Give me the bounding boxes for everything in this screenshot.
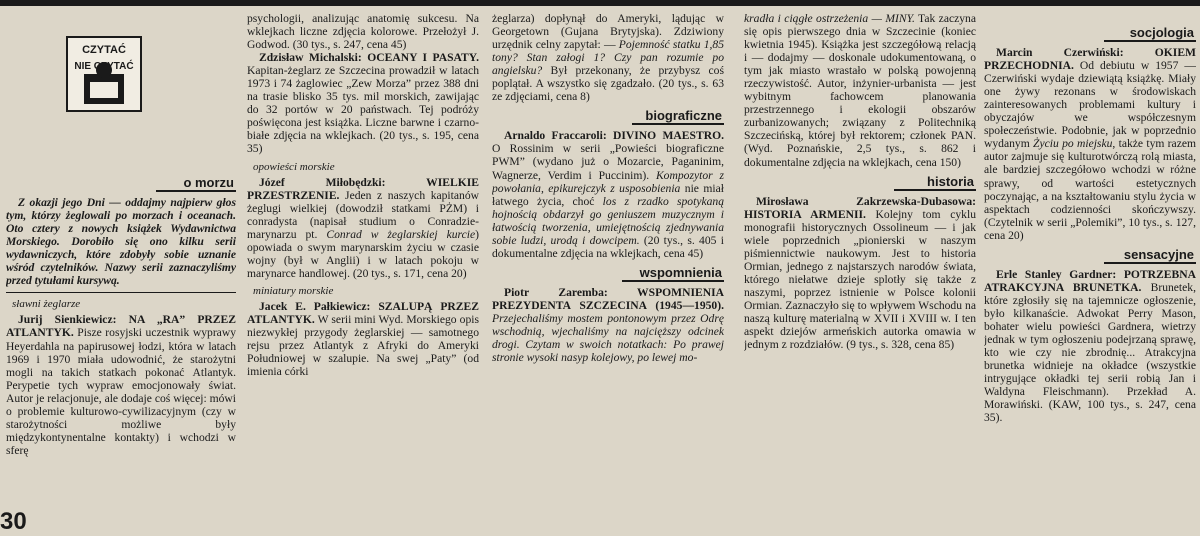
page-number: 30	[0, 508, 27, 535]
column-3	[492, 12, 724, 520]
review-author-title: Józef Miłobędzki: WIELKIE PRZESTRZENIE.	[247, 175, 479, 202]
section-heading-sensacyjne: sensacyjne	[1104, 248, 1196, 264]
section-heading-wspomnienia: wspomnienia	[622, 266, 724, 282]
review-text-italic: kradła i ciągłe ostrzeżenia — MINY.	[744, 12, 915, 25]
review-entry	[492, 286, 724, 364]
review-text: Pisze rosyjski uczestnik wyprawy Heyerdahla na papirusowej łodzi, która w latach 1969 i 1970 miała udowodnić, że starożytni mogli na takich statkach pokonać Atlantyk. Perypetie tych wypraw emocjonowały świat. Autor je relacjonuje, ale dodaje coś więcej: mówi o problemie kulturowo-cywilizacyjnym (czy w starożytności możliwe były międzykontynentalne kontakty) i wchodzi w sferę	[6, 326, 236, 457]
review-text-italic: los z rzadko spotykaną hojnością obdarzył go geniuszem muzycznym i łatwością tworzenia, umiejętnością zjednywania sobie ludzi, urodą i dowcipem.	[492, 194, 724, 247]
section-heading-biograficzne: biograficzne	[632, 109, 724, 125]
review-author-title: Arnaldo Fraccaroli: DIVINO MAESTRO.	[504, 129, 724, 143]
review-continuation: psychologii, analizując anatomię sukcesu. Na wklejkach liczne zdjęcia kolorowe. Przełożył J. Godwod. (30 tys., s. 247, cena 45)	[247, 12, 479, 52]
review-text: Jeden z naszych kapitanów żeglugi wielkiej (dowodził statkami PŻM) i conradysta (napisał studium o Conradzie-marynarzu pt.	[247, 188, 479, 241]
review-text: Brunetek, które zgłosiły się na tajemnicze ogłoszenie, było kilkanaście. Adwokat Perry Mason, bohater wielu powieści Gardnera, wietrzy jednak w tym ogłoszeniu podejrzaną sprawę, kto wie czy nie zbrodnię... Atrakcyjna brunetka widnieje na okładce (wszystkie intrygujące okładki tej serii robią Jan i Waldyna Fleischmann). Przekład A. Morawiński. (KAW, 100 tys., s. 247, cena 35).	[984, 280, 1196, 425]
section-heading-socjologia: socjologia	[1104, 26, 1196, 42]
review-text-italic: Conrad w żeglarskiej kurcie	[326, 227, 476, 241]
czytac-logo	[66, 36, 142, 112]
review-text: Od debiutu w 1957 — Czerwiński wydaje dziewiątą książkę. Miały one żywy rezonans w środowiskach zainteresowanych problemami kultury i obyczajów we współczesnym społeczeństwie. Podobnie, jak w poprzednio wydanym	[984, 59, 1196, 151]
column-5	[984, 12, 1196, 520]
review-text: ) opowiada o swym marynarskim życiu w czasie wojny (był w Anglii) i w latach pokoju w marynarce handlowej. (20 tys., s. 171, cena 20)	[247, 227, 479, 280]
review-entry	[984, 46, 1196, 242]
review-continuation	[492, 12, 724, 103]
column-2	[247, 12, 479, 520]
review-entry	[744, 195, 976, 352]
review-entry	[492, 129, 724, 259]
review-author-title: Zdzisław Michalski: OCEANY I PASATY.	[259, 51, 479, 65]
review-text: (20 tys., s. 405 i dokumentalne zdjęcia na wklejkach, cena 45)	[492, 233, 724, 260]
review-entry	[247, 300, 479, 378]
intro-paragraph: Z okazji jego Dni — oddajmy najpierw głos tym, którzy żeglowali po morzach i oceanach. Oto cztery z nowych książek Wydawnictwa Morskiego. Dorobiło się ono kilku serii wydawniczych, które zdobyły sobie uznanie wśród czytelników. Nazwy serii zaznaczyliśmy przed tytułami kursywą.	[6, 196, 236, 288]
logo-line-1: CZYTAĆ	[82, 44, 126, 56]
column-1	[6, 12, 236, 520]
review-text-italic: Kompozytor z powołania, epikurejczyk z usposobienia	[492, 168, 724, 195]
review-author-title: Jurij Sienkiewicz: NA „RA” PRZEZ ATLANTYK.	[6, 313, 236, 340]
review-author-title: Erle Stanley Gardner: POTRZEBNA ATRAKCYJNA BRUNETKA.	[984, 267, 1196, 294]
review-text: W serii mini Wyd. Morskiego opis niezwykłej przygody żeglarskiej — samotnego rejsu przez Atlantyk z Afryki do Ameryki Południowej w szalupie. Na swej „Paty” (od imienia córki	[247, 313, 479, 379]
review-text: O Rossinim w serii „Powieści biograficzne PWM” (wydano już o Mozarcie, Paganinim, Wagnerze, Verdim i Puccinim).	[492, 142, 724, 182]
section-heading-o-morzu: o morzu	[156, 176, 236, 192]
series-label: miniatury morskie	[253, 284, 334, 297]
review-entry	[984, 268, 1196, 425]
review-author-title: Piotr Zaremba: WSPOMNIENIA PREZYDENTA SZCZECINA (1945—1950).	[492, 285, 724, 312]
review-text: nie miał łatwego życia, choć	[492, 181, 724, 208]
review-text-italic: Przejechaliśmy mostem pontonowym przez Odrę wschodnią, wjechaliśmy na najcięższy odcinek drogi. Czytam w swoich notatkach: Po prawej stronie wysoki nasyp kolejowy, po lewej mo-	[492, 311, 724, 365]
review-text: żeglarza) dopłynął do Ameryki, lądując w Georgetown (Gujana Brytyjska). Zdziwiony urzędnik celny zapytał: —	[492, 12, 724, 52]
review-text-italic: Pojemność statku 1,85 tony? Stan załogi 1? Czy pan rozumie po angielsku?	[492, 38, 724, 78]
review-text: Kolejny tom cyklu monografii historycznych Ossolineum — i jak wiele poprzednich „pionierski w naszym piśmiennictwie naukowym. Jest to historia Ormian, jednego z najstarszych narodów świata, którego niełatwe dzieje splotły się także z naszymi, poprzez istnienie w Polsce kolonii Ormian. Zaznaczyło się to wpływem Wschodu na naszą kulturę materialną w XVII i XVIII w. I ten aspekt dziejów armeńskich autorka omawia w jednym z rozdziałów. (9 tys., s. 328, cena 85)	[744, 207, 976, 352]
review-author-title: Mirosława Zakrzewska-Dubasowa: HISTORIA ARMENII.	[744, 194, 976, 221]
logo-line-2: NIE CZYTAĆ	[74, 61, 134, 72]
section-heading-historia: historia	[894, 175, 976, 191]
review-entry	[247, 51, 479, 155]
review-author-title: Marcin Czerwiński: OKIEM PRZECHODNIA.	[984, 46, 1196, 73]
divider	[6, 292, 236, 293]
review-text: , także tym razem autor zajmuje się kulturotwórczą rolą miasta, ale bardziej szczegółowo wchodzi w różne sprawy, od wartości estetycznych poczynając, a na kształtowaniu stylu życia w aspektach codzienności skończywszy. (Czytelnik w serii „Polemiki”, 10 tys., s. 127, cena 20)	[984, 137, 1196, 242]
top-rule	[0, 0, 1200, 6]
review-text: Kapitan-żeglarz ze Szczecina prowadził w latach 1973 i 74 żaglowiec „Zew Morza” przez 388 dni na trasie blisko 35 tys. mil morskich, zawijając do 32 portów w 20 państwach. Tej podróży poświęcona jest książka. Liczne barwne i czarno-białe zdjęcia na wklejkach. (20 tys., s. 195, cena 35)	[247, 64, 479, 156]
review-author-title: Jacek E. Pałkiewicz: SZALUPĄ PRZEZ ATLANTYK.	[247, 299, 479, 327]
review-text: Był przekonany, że przybysz coś poplątał. A wszystko się zgadzało. (20 tys., s. 63 ze zdjęciami, cena 8)	[492, 64, 724, 104]
review-text: Tak zaczyna się opis pierwszego dnia w Szczecinie (koniec kwietnia 1945). Książka jest szczegółową relacją i — dodajmy — doskonale udokumentowaną, o tym jak miasto wrastało w polską powojenną rzeczywistość. Autor, inżynier-urbanista — jest wybitnym fachowcem planowania przestrzennego i ekologii obszarów zurbanizowanych; związany z Politechniką Szczecińską, której był rektorem; członek PAN. (Wyd. Poznańskie, 2,5 tys., s. 862 i dokumentalne zdjęcia na wklejkach, cena 150)	[744, 12, 976, 169]
column-4	[744, 12, 976, 520]
review-entry	[247, 176, 479, 280]
review-entry	[6, 313, 236, 457]
review-text-italic: Życiu po miejsku	[1033, 137, 1113, 151]
series-label: opowieści morskie	[253, 160, 335, 173]
review-continuation	[744, 12, 976, 169]
series-label: sławni żeglarze	[12, 298, 81, 311]
